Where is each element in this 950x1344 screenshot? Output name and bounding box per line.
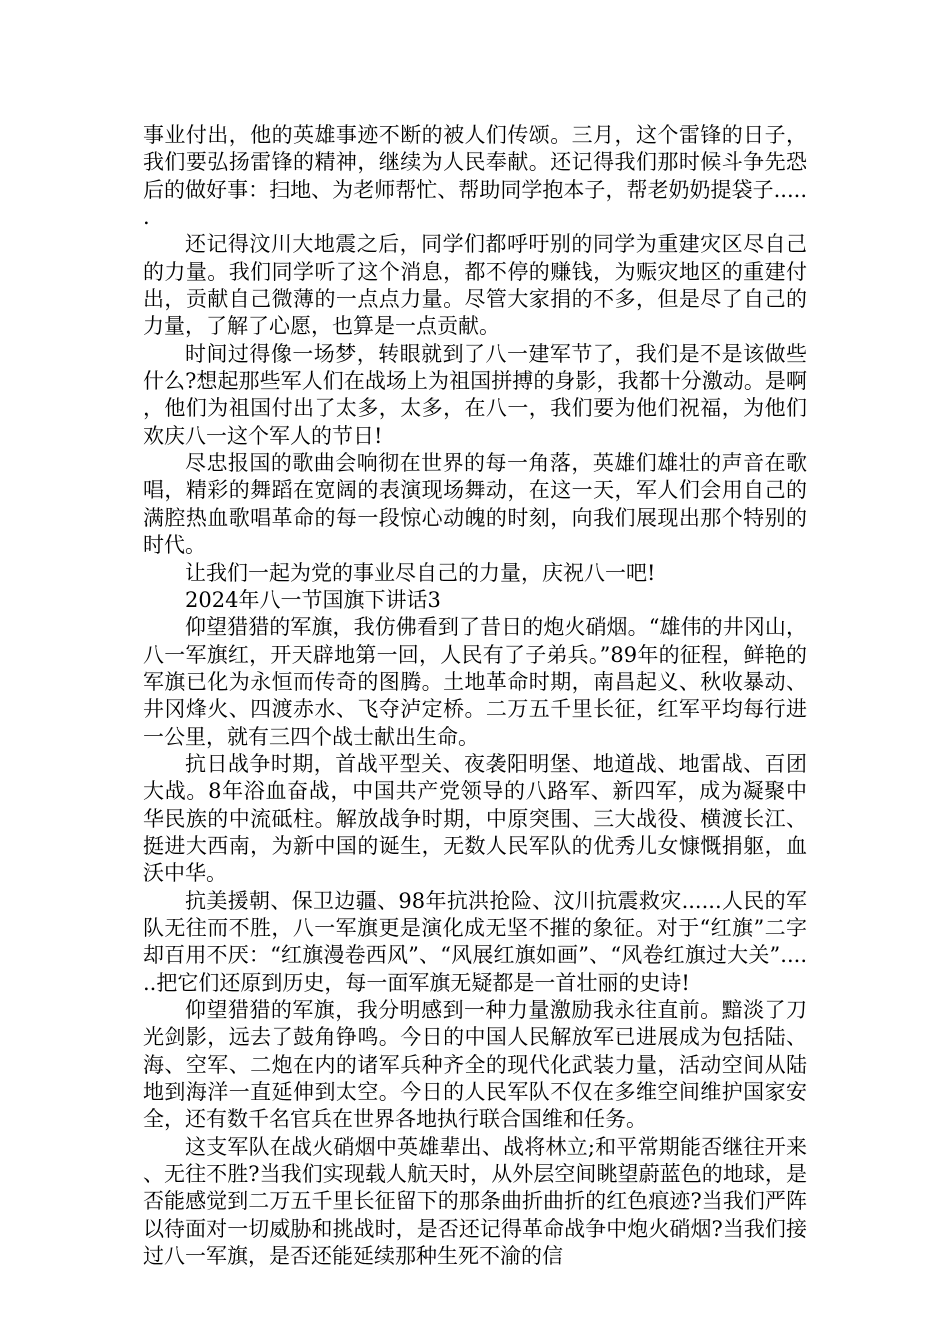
paragraph: 还记得汶川大地震之后，同学们都呼吁别的同学为重建灾区尽自己的力量。我们同学听了这个消息，都不停的赚钱，为赈灾地区的重建付出，贡献自己微薄的一点点力量。尽管大家捐的不多，但是尽了自己的力量，了解了心愿，也算是一点贡献。 bbox=[143, 232, 807, 339]
paragraph: 时间过得像一场梦，转眼就到了八一建军节了，我们是不是该做些什么?想起那些军人们在战场上为祖国拼搏的身影，我都十分激动。是啊，他们为祖国付出了太多，太多，在八一，我们要为他们祝福，为他们欢庆八一这个军人的节日! bbox=[143, 341, 807, 448]
paragraph: 抗美援朝、保卫边疆、98年抗洪抢险、汶川抗震救灾......人民的军队无往而不胜，八一军旗更是演化成无坚不摧的象征。对于“红旗”二字却百用不厌：“红旗漫卷西风”、“风展红旗如画”、“风卷红旗过大关”......把它们还原到历史，每一面军旗无疑都是一首壮丽的史诗! bbox=[143, 888, 807, 995]
paragraph: 事业付出，他的英雄事迹不断的被人们传颂。三月，这个雷锋的日子，我们要弘扬雷锋的精神，继续为人民奉献。还记得我们那时候斗争先恐后的做好事：扫地、为老师帮忙、帮助同学抱本子，帮老奶奶提袋子...... bbox=[143, 123, 807, 230]
paragraph: 这支军队在战火硝烟中英雄辈出、战将林立;和平常期能否继往开来、无往不胜?当我们实现载人航天时，从外层空间眺望蔚蓝色的地球，是否能感觉到二万五千里长征留下的那条曲折曲折的红色痕迹?当我们严阵以待面对一切威胁和挑战时，是否还记得革命战争中炮火硝烟?当我们接过八一军旗，是否还能延续那种生死不渝的信 bbox=[143, 1134, 807, 1269]
section-heading: 2024年八一节国旗下讲话3 bbox=[185, 587, 441, 612]
paragraph: 尽忠报国的歌曲会响彻在世界的每一角落，英雄们雄壮的声音在歌唱，精彩的舞蹈在宽阔的表演现场舞动，在这一天，军人们会用自己的满腔热血歌唱革命的每一段惊心动魄的时刻，向我们展现出那个特别的时代。 bbox=[143, 451, 807, 558]
paragraph: 抗日战争时期，首战平型关、夜袭阳明堡、地道战、地雷战、百团大战。8年浴血奋战，中国共产党领导的八路军、新四军，成为凝聚中华民族的中流砥柱。解放战争时期，中原突围、三大战役、横渡长江、挺进大西南，为新中国的诞生，无数人民军队的优秀儿女慷慨捐躯，血沃中华。 bbox=[143, 751, 807, 886]
paragraph: 仰望猎猎的军旗，我仿佛看到了昔日的炮火硝烟。“雄伟的井冈山，八一军旗红，开天辟地第一回，人民有了子弟兵。”89年的征程，鲜艳的军旗已化为永恒而传奇的图腾。土地革命时期，南昌起义、秋收暴动、井冈烽火、四渡赤水、飞夺泸定桥。二万五千里长征，红军平均每行进一公里，就有三四个战士献出生命。 bbox=[143, 615, 807, 749]
paragraph: 仰望猎猎的军旗，我分明感到一种力量激励我永往直前。黯淡了刀光剑影，远去了鼓角铮鸣。今日的中国人民解放军已进展成为包括陆、海、空军、二炮在内的诸军兵种齐全的现代化武装力量，活动空间从陆地到海洋一直延伸到太空。今日的人民军队不仅在多维空间维护国家安全，还有数千名官兵在世界各地执行联合国维和任务。 bbox=[143, 998, 807, 1132]
paragraph: 让我们一起为党的事业尽自己的力量，庆祝八一吧! bbox=[185, 560, 656, 585]
document-page bbox=[143, 122, 807, 1270]
